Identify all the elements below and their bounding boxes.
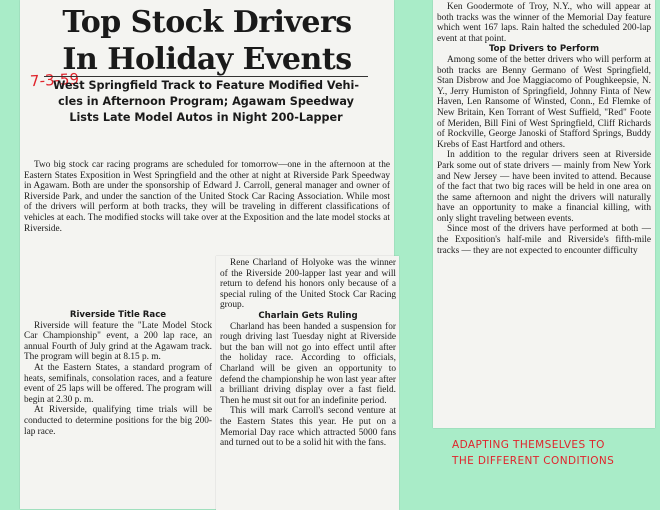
paragraph: At Riverside, qualifying time trials will be conducted to determine positions for the big 200-lap race. (24, 405, 212, 437)
handwritten-date: 7-3-59 (29, 69, 80, 91)
paragraph: This will mark Carroll's second venture at the Eastern States this year. He put on a Memorial Day race which attracted 5000 fans and turned out to be a solid hit with the fans. (220, 406, 396, 449)
headline-line-2: In Holiday Events (62, 42, 352, 77)
paragraph: Ken Goodermote of Troy, N.Y., who will appear at both tracks was the winner of the Memorial Day feature which went 167 laps. Rain halted the scheduled 200-lap event at that point. (437, 2, 651, 44)
paragraph: Rene Charland of Holyoke was the winner of the Riverside 200-lapper last year and will return to defend his honors only because of a special ruling of the United Stock Car Racing group. (220, 258, 396, 311)
left-column (24, 310, 212, 506)
middle-column (220, 258, 396, 508)
paragraph: Since most of the drivers have performed at both — the Exposition's half-mile and Riverside's fifth-mile tracks — they are not expected to encounter difficulty (437, 224, 651, 256)
article-headline (22, 4, 392, 78)
margin-note-line-2: THE DIFFERENT CONDITIONS (452, 455, 615, 467)
headline-line-1: Top Stock Drivers (62, 5, 352, 40)
paragraph: In addition to the regular drivers seen at Riverside Park some out of state drivers — mainly from New York and New Jersey — have been invited to attend. Because of the fact that two big races will be held in one area on the same afternoon and night the drivers will naturally have an opportunity to make a financial killing, with only slight traveling between events. (437, 150, 651, 224)
deck-line-3: Lists Late Model Autos in Night 200-Lapper (69, 111, 343, 124)
deck-line-1: West Springfield Track to Feature Modified Vehi- (53, 79, 359, 92)
paragraph: At the Eastern States, a standard program of heats, semifinals, consolation races, and a feature event of 25 laps will be offered. The program will begin at 2.30 p. m. (24, 362, 212, 405)
deck-line-2: cles in Afternoon Program; Agawam Speedway (58, 95, 354, 108)
intro-paragraph (24, 160, 390, 234)
subhead: Charlain Gets Ruling (258, 310, 358, 321)
paragraph: Among some of the better drivers who will perform at both tracks are Benny Germano of West Springfield, Stan Disbrow and Joe Maggiacomo of Poughkeepsie, N. Y., Jerry Humiston of Springfield, Johnny Finta of New Haven, Len Ransome of Winsted, Conn., Ed Flemke of New Britain, Ken Torrant of West Suffield, "Red" Foote of Meriden, Bill Fini of West Springfield, Cliff Richards of Rockville, George Janoski of Stafford Springs, Buddy Krebs of East Hartford and others. (437, 54, 651, 150)
paragraph: Riverside will feature the "Late Model Stock Car Championship" event, a 200 lap race, an annual Fourth of July grind at the Agawam track. The program will begin at 8.15 p. m. (24, 320, 212, 363)
paragraph: Charland has been handed a suspension for rough driving last Tuesday night at Riverside but the ban will not go into effect until after the holiday race. According to officials, Charland will be given an opportunity to defend the championship he won last year after a brilliant driving display over a fast field. Then he must sit out for an indefinite period. (220, 321, 396, 406)
margin-note-line-1: ADAPTING THEMSELVES TO (452, 439, 605, 451)
deck-rule (44, 76, 368, 77)
subhead: Riverside Title Race (69, 310, 167, 320)
article-deck (24, 75, 388, 126)
right-column (437, 2, 651, 426)
subhead: Top Drivers to Perform (488, 44, 600, 55)
margin-note (452, 437, 642, 469)
intro-text: Two big stock car racing programs are scheduled for tomorrow—one in the afternoon at the Eastern States Exposition in West Springfield and the other at night at Riverside Park Speedway in Agawam. Both are under the sponsorship of Edward J. Carroll, general manager and owner of Riverside Park, and under the sanction of the United Stock Car Racing Association. While most of the drivers will perform at both tracks, they will be traveling in different classifications of vehicles at each. The modified stocks will take over at the Exposition and the late model stocks at Riverside. (24, 160, 390, 234)
